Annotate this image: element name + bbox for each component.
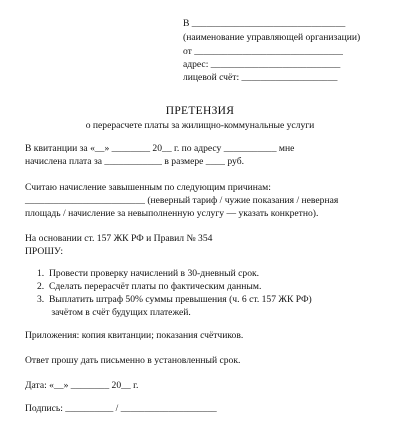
recipient-line: В ________________________________ (183, 18, 346, 29)
signature-line: Подпись: __________ / ____________________ (25, 403, 217, 414)
page-subtitle: о перерасчете платы за жилищно-коммунальные услуги (85, 120, 315, 131)
receipt-line-2: начислена плата за ____________ в размере ____ руб. (25, 156, 244, 167)
receipt-line-1: В квитанции за «__» ________ 20__ г. по адресу ___________ мне (25, 143, 295, 154)
reasons-line-1: Считаю начисление завышенным по следующим причинам: (25, 182, 271, 193)
request-label: ПРОШУ: (25, 246, 64, 257)
list-item: 2. Сделать перерасчёт платы по фактическим данным. (37, 281, 262, 292)
list-item: 3. Выплатить штраф 50% суммы превышения (ч. 6 ст. 157 ЖК РФ) (37, 294, 312, 305)
account-line: лицевой счёт: ____________________ (183, 72, 338, 83)
attachments-line: Приложения: копия квитанции; показания счётчиков. (25, 330, 244, 341)
recipient-hint: (наименование управляющей организации) (183, 32, 361, 43)
date-line: Дата: «__» ________ 20__ г. (25, 380, 139, 391)
page-title: ПРЕТЕНЗИЯ (165, 105, 235, 117)
address-line: адрес: ___________________________ (183, 59, 341, 70)
list-item: зачётом в счёт будущих платежей. (37, 307, 191, 318)
list-item: 1. Провести проверку начислений в 30-дневный срок. (37, 268, 260, 279)
legal-basis: На основании ст. 157 ЖК РФ и Правил № 354 (25, 233, 213, 244)
sender-line: от _______________________________ (183, 46, 343, 57)
reasons-line-3: площадь / начисление за невыполненную услугу — указать конкретно). (25, 208, 319, 219)
reasons-line-2: _________________________ (неверный тариф / чужие показания / неверная (25, 195, 339, 206)
reply-line: Ответ прошу дать письменно в установленный срок. (25, 355, 241, 366)
